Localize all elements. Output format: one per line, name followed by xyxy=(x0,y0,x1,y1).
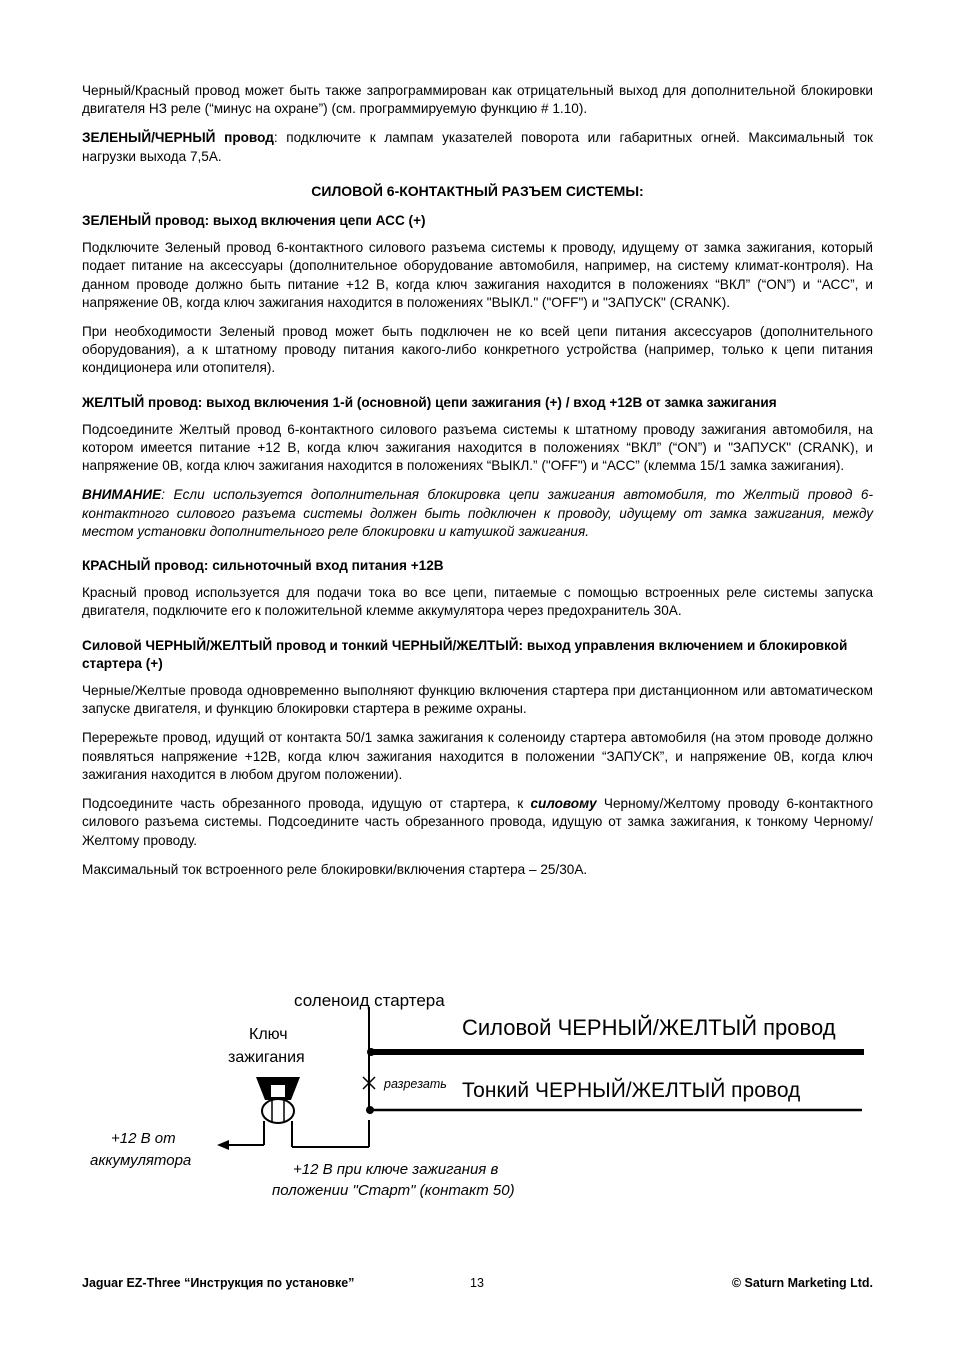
start-label-line2: положении "Старт" (контакт 50) xyxy=(272,1182,515,1199)
black-yellow-paragraph-2: Перережьте провод, идущий от контакта 50/1 замка зажигания к соленоиду стартера автомобиля (на этом проводе должно появляться напряжение +12В, когда ключ зажигания находится в положении “ЗАПУСК”, и напряжение 0В, когда ключ зажигания находится в любом другом положении). xyxy=(82,730,873,782)
cut-label: разрезать xyxy=(384,1077,447,1091)
black-yellow-paragraph-1: Черные/Желтые провода одновременно выполняют функцию включения стартера при дистанционном или автоматическом запуске двигателя, и функцию блокировки стартера в режиме охраны. xyxy=(82,683,873,717)
power-wire-label: Силовой ЧЕРНЫЙ/ЖЕЛТЫЙ провод xyxy=(462,1015,836,1040)
solenoid-label: соленоид стартера xyxy=(294,991,445,1010)
page-content xyxy=(82,82,873,890)
battery-arrow-icon xyxy=(217,1140,229,1150)
black-yellow-paragraph-3 xyxy=(82,795,873,850)
paragraph-green-black xyxy=(82,129,873,165)
warning-text: : Если используется дополнительная блокировка цепи зажигания автомобиля, то Желтый провод 6-контактного силового разъема системы должен быть подключен к проводу, идущему от замка зажигания, между местом установки дополнительного реле блокировки и катушкой зажигания. xyxy=(82,487,873,539)
starter-wiring-diagram xyxy=(82,985,882,1215)
p3-after: Черному/Желтому проводу 6-контактного силового разъема системы. Подсоедините часть обрезанного провода, идущую от замка зажигания, к тонкому Черному/Желтому проводу. xyxy=(82,796,874,848)
yellow-wire-warning xyxy=(82,486,873,541)
green-black-label: ЗЕЛЕНЫЙ/ЧЕРНЫЙ провод xyxy=(82,130,274,146)
green-wire-paragraph-2: При необходимости Зеленый провод может быть подключен не ко всей цепи питания аксессуаров (дополнительного оборудования), а к штатному проводу питания какого-либо конкретного устройства (например, только к цепи питания кондиционера или отопителя). xyxy=(82,324,873,376)
yellow-wire-paragraph: Подсоедините Желтый провод 6-контактного силового разъема системы к штатному проводу зажигания автомобиля, на котором имеется питание +12 В, когда ключ зажигания находится в положениях “ВКЛ” (“ON”) и "ЗАПУСК" (CRANK), и напряжение 0В, когда ключ зажигания находится в положениях “ВЫКЛ.” ("OFF") и “АСС” (клемма 15/1 замка зажигания). xyxy=(82,421,873,474)
green-black-text: : подключите к лампам указателей поворота или габаритных огней. Максимальный ток нагрузки выхода 7,5А. xyxy=(82,130,873,164)
green-wire-paragraph-1: Подключите Зеленый провод 6-контактного силового разъема системы к проводу, идущему от замка зажигания, который подает питание на аксессуары (дополнительное оборудование автомобиля, например, на систему климат-контроля). На данном проводе должно быть питание +12 В, когда ключ зажигания находится в положениях “ВКЛ” (“ON”) и “АСС”, и напряжение 0В, когда ключ зажигания находится в положениях "ВЫКЛ." ("OFF") и "ЗАПУСК" (CRANK). xyxy=(82,240,873,310)
thin-wire-label: Тонкий ЧЕРНЫЙ/ЖЕЛТЫЙ провод xyxy=(462,1079,801,1102)
red-wire-paragraph: Красный провод используется для подачи тока во все цепи, питаемые с помощью встроенных реле системы запуска двигателя, подключите его к положительной клемме аккумулятора через предохранитель 30А. xyxy=(82,585,873,619)
key-label-line2: зажигания xyxy=(228,1049,305,1066)
p3-emphasis: силовому xyxy=(530,796,597,812)
yellow-wire-heading: ЖЕЛТЫЙ провод: выход включения 1-й (основной) цепи зажигания (+) / вход +12В от замка зажигания xyxy=(82,394,777,410)
p3-before: Подсоедините часть обрезанного провода, идущую от стартера, к xyxy=(82,796,531,812)
key-label-line1: Ключ xyxy=(249,1026,288,1043)
start-label-line1: +12 В при ключе зажигания в xyxy=(293,1161,499,1178)
footer-document-title: Jaguar EZ-Three “Инструкция по установке” xyxy=(82,1276,355,1290)
green-wire-heading: ЗЕЛЕНЫЙ провод: выход включения цепи АСС (+) xyxy=(82,213,426,229)
battery-label-line1: +12 В от xyxy=(111,1130,176,1147)
black-yellow-paragraph-4: Максимальный ток встроенного реле блокировки/включения стартера – 25/30А. xyxy=(82,861,588,877)
red-wire-heading: КРАСНЫЙ провод: сильноточный вход питания +12В xyxy=(82,558,444,574)
paragraph-black-red: Черный/Красный провод может быть также запрограммирован как отрицательный выход для дополнительной блокировки двигателя НЗ реле (“минус на охране”) (см. программируемую функцию # 1.10). xyxy=(82,83,873,117)
thin-wire-junction xyxy=(366,1106,374,1114)
warning-label: ВНИМАНИЕ xyxy=(82,487,162,503)
footer-copyright: © Saturn Marketing Ltd. xyxy=(731,1276,873,1290)
black-yellow-wire-heading: Силовой ЧЕРНЫЙ/ЖЕЛТЫЙ провод и тонкий ЧЕРНЫЙ/ЖЕЛТЫЙ: выход управления включением и блокировкой стартера (+) xyxy=(82,637,848,671)
battery-label-line2: аккумулятора xyxy=(90,1152,192,1169)
section-heading: СИЛОВОЙ 6-КОНТАКТНЫЙ РАЗЪЕМ СИСТЕМЫ: xyxy=(311,182,644,199)
page-footer xyxy=(82,1276,873,1294)
page-number: 13 xyxy=(470,1276,484,1290)
ignition-key-icon xyxy=(256,1077,300,1123)
